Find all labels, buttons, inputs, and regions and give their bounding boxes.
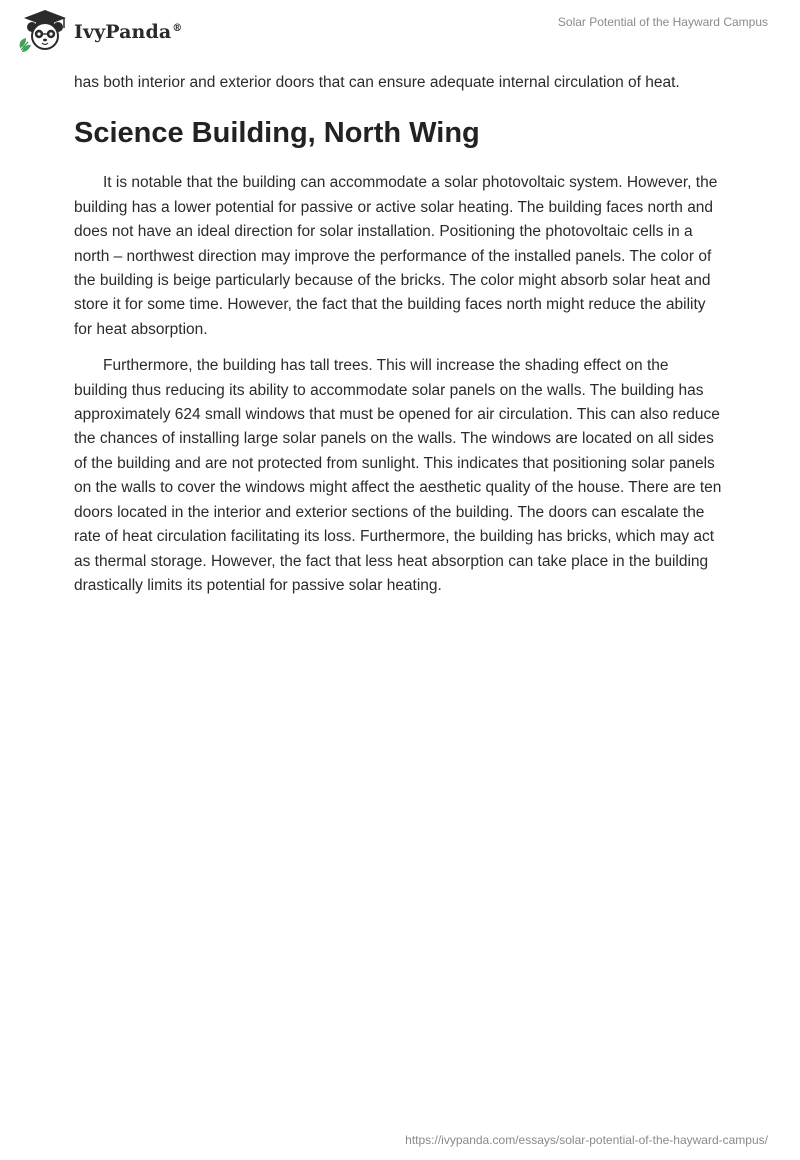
- continued-paragraph: has both interior and exterior doors that can ensure adequate internal circulation of heat.: [74, 74, 680, 91]
- source-url[interactable]: https://ivypanda.com/essays/solar-potential-of-the-hayward-campus/: [405, 1133, 768, 1147]
- body-paragraph: Furthermore, the building has tall trees. This will increase the shading effect on the building thus reducing its ability to accommodate solar panels on the walls. The building has approximately 624 small windows that must be opened for air circulation. This can also reduce the chances of installing large solar panels on the walls. The windows are located on all sides of the building and are not protected from sunlight. This indicates that positioning solar panels on the walls to cover the windows might affect the aesthetic quality of the house. There are ten doors located in the interior and exterior sections of the building. The doors can escalate the rate of heat circulation facilitating its loss. Furthermore, the building has bricks, which may act as thermal storage. However, the fact that less heat absorption can take place in the building drastically limits its potential for passive solar heating.: [74, 357, 722, 594]
- body-paragraph: It is notable that the building can accommodate a solar photovoltaic system. However, the building has a lower potential for passive or active solar heating. The building faces north and does not have an ideal direction for solar installation. Positioning the photovoltaic cells in a north – northwest direction may improve the performance of the installed panels. The color of the building is beige particularly because of the bricks. The color might absorb solar heat and store it for some time. However, the fact that the building faces north might reduce the ability for heat absorption.: [74, 174, 718, 338]
- panda-graduate-icon: [14, 8, 76, 54]
- running-title: Solar Potential of the Hayward Campus: [557, 15, 768, 29]
- page-header: [0, 0, 800, 70]
- ivypanda-logo[interactable]: [14, 8, 182, 54]
- essay-body: [74, 71, 726, 610]
- registered-mark: ®: [172, 23, 183, 34]
- brand-name: IvyPanda®: [74, 21, 183, 43]
- section-heading: Science Building, North Wing: [74, 117, 480, 150]
